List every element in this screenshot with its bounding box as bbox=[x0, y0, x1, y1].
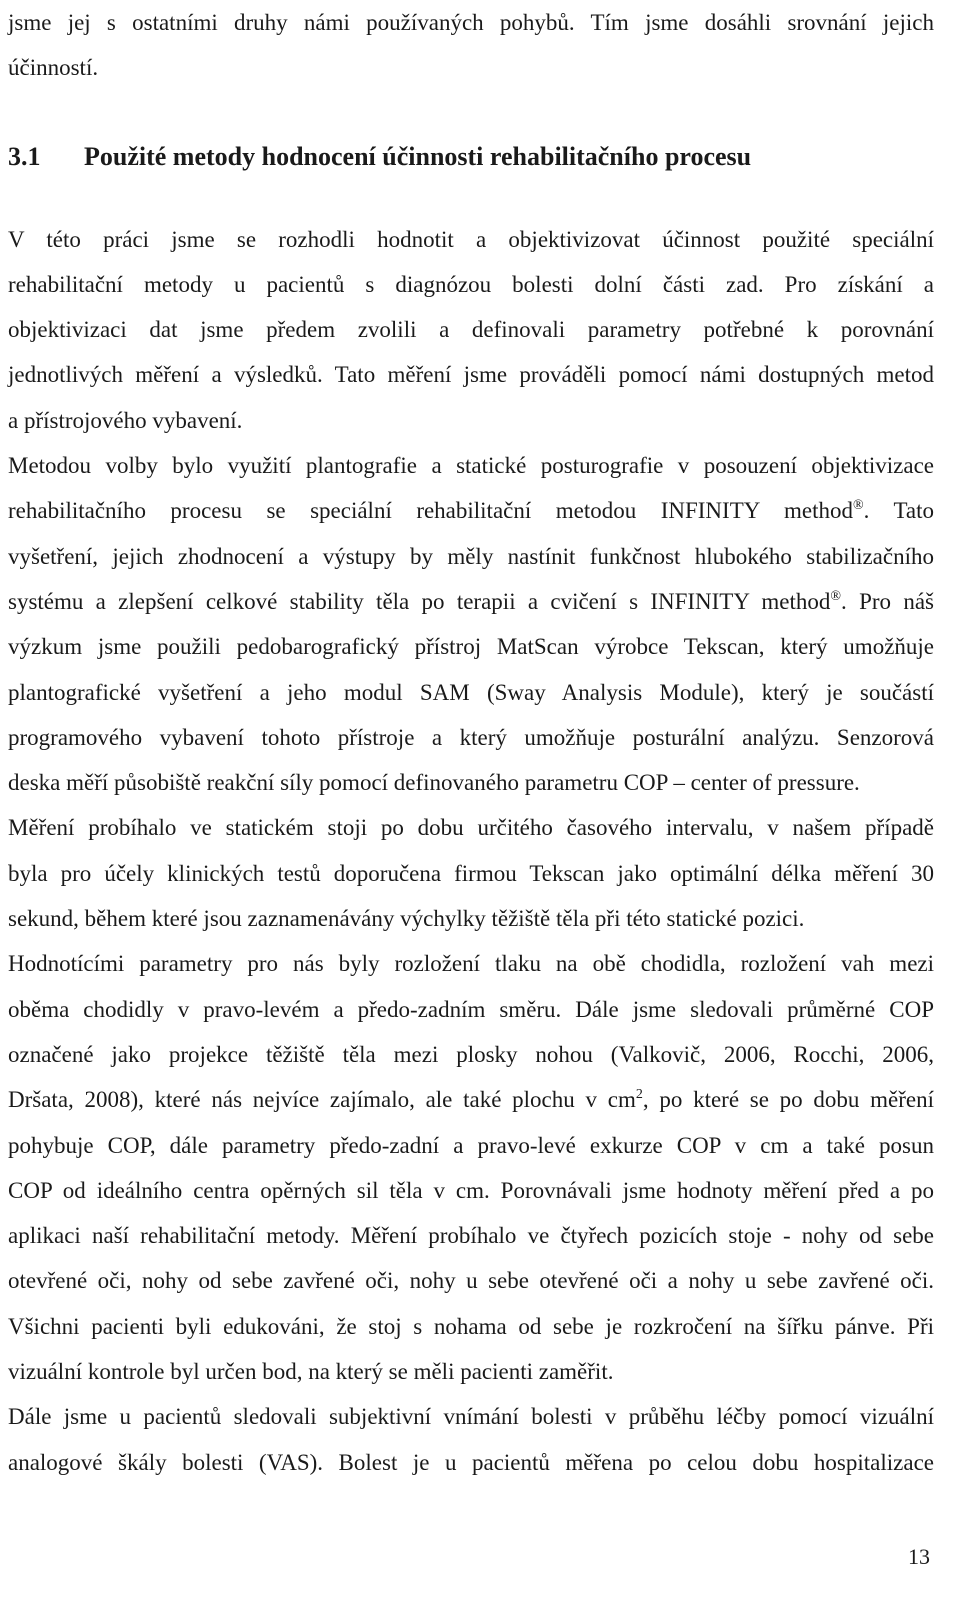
registered-mark: ® bbox=[830, 588, 842, 604]
text-line: vyšetření, jejich zhodnocení a výstupy by měly nastínit funkčnost hlubokého stabilizačního bbox=[8, 543, 934, 569]
text-fragment: , po které se po dobu měření bbox=[642, 1087, 934, 1113]
text-line: rehabilitační metody u pacientů s diagnózou bolesti dolní části zad. Pro získání a bbox=[8, 271, 934, 297]
text-fragment: systému a zlepšení celkové stability těla po terapii a cvičení s INFINITY method bbox=[8, 588, 831, 614]
text-line: byla pro účely klinických testů doporučena firmou Tekscan jako optimální délka měření 30 bbox=[8, 860, 934, 886]
text-line: vizuální kontrole byl určen bod, na který se měli pacienti zaměřit. bbox=[8, 1359, 614, 1385]
text-fragment: . Pro náš bbox=[841, 588, 934, 614]
registered-mark: ® bbox=[852, 498, 864, 514]
intro-line: účinností. bbox=[8, 55, 99, 81]
section-number: 3.1 bbox=[8, 141, 41, 171]
text-line bbox=[8, 488, 934, 533]
superscript-2: 2 bbox=[635, 1087, 643, 1103]
section-title: Použité metody hodnocení účinnosti rehabilitačního procesu bbox=[84, 141, 752, 171]
text-line: označené jako projekce těžiště těla mezi plosky nohou (Valkovič, 2006, Rocchi, 2006, bbox=[8, 1041, 934, 1067]
paragraph-1 bbox=[8, 217, 934, 443]
paragraph-2 bbox=[8, 443, 934, 805]
text-line: výzkum jsme použili pedobarografický přístroj MatScan výrobce Tekscan, který umožňuje bbox=[8, 634, 934, 660]
page-number: 13 bbox=[908, 1544, 930, 1569]
section-heading bbox=[8, 137, 934, 177]
text-line: Dále jsme u pacientů sledovali subjektivní vnímání bolesti v průběhu léčby pomocí vizuální bbox=[8, 1404, 934, 1430]
paragraph-3 bbox=[8, 805, 934, 941]
text-line: V této práci jsme se rozhodli hodnotit a objektivizovat účinnost použité speciální bbox=[8, 226, 934, 252]
text-line: Měření probíhalo ve statickém stoji po dobu určitého časového intervalu, v našem případě bbox=[8, 815, 934, 841]
text-fragment: Dršata, 2008), které nás nejvíce zajímalo, ale také plochu v cm bbox=[8, 1087, 636, 1113]
text-line: jednotlivých měření a výsledků. Tato měření jsme prováděli pomocí námi dostupných metod bbox=[8, 362, 934, 388]
text-line: programového vybavení tohoto přístroje a který umožňuje posturální analýzu. Senzorová bbox=[8, 724, 934, 750]
text-line: objektivizaci dat jsme předem zvolili a definovali parametry potřebné k porovnání bbox=[8, 317, 934, 343]
paragraph-4 bbox=[8, 941, 934, 1394]
intro-line: jsme jej s ostatními druhy námi používaných pohybů. Tím jsme dosáhli srovnání jejich bbox=[8, 10, 934, 35]
text-line: a přístrojového vybavení. bbox=[8, 407, 243, 433]
text-line bbox=[8, 579, 934, 624]
text-line: pohybuje COP, dále parametry předo-zadní a pravo-levé exkurze COP v cm a také posun bbox=[8, 1132, 934, 1158]
text-fragment: rehabilitačního procesu se speciální rehabilitační metodou INFINITY method bbox=[8, 498, 853, 524]
text-line: plantografické vyšetření a jeho modul SAM (Sway Analysis Module), který je součástí bbox=[8, 679, 934, 705]
text-line: COP od ideálního centra opěrných sil těla v cm. Porovnávali jsme hodnoty měření před a po bbox=[8, 1177, 934, 1203]
text-line: aplikaci naší rehabilitační metody. Měření probíhalo ve čtyřech pozicích stoje - nohy od sebe bbox=[8, 1223, 934, 1249]
document-page bbox=[8, 0, 934, 1485]
text-line: deska měří působiště reakční síly pomocí definovaného parametru COP – center of pressure. bbox=[8, 770, 860, 796]
text-line: Hodnotícími parametry pro nás byly rozložení tlaku na obě chodidla, rozložení vah mezi bbox=[8, 951, 934, 977]
text-line: oběma chodidly v pravo-levém a předo-zadním směru. Dále jsme sledovali průměrné COP bbox=[8, 996, 934, 1022]
text-fragment: . Tato bbox=[863, 498, 934, 524]
text-line bbox=[8, 1077, 934, 1122]
text-line: analogové škály bolesti (VAS). Bolest je u pacientů měřena po celou dobu hospitalizace bbox=[8, 1449, 934, 1475]
text-line: otevřené oči, nohy od sebe zavřené oči, nohy u sebe otevřené oči a nohy u sebe zavřené oči. bbox=[8, 1268, 934, 1294]
text-line: Všichni pacienti byli edukováni, že stoj s nohama od sebe je rozkročení na šířku pánve. Při bbox=[8, 1313, 934, 1339]
paragraph-5 bbox=[8, 1394, 934, 1485]
text-line: sekund, během které jsou zaznamenávány výchylky těžiště těla při této statické pozici. bbox=[8, 906, 805, 932]
text-line: Metodou volby bylo využití plantografie a statické posturografie v posouzení objektivizace bbox=[8, 453, 934, 479]
